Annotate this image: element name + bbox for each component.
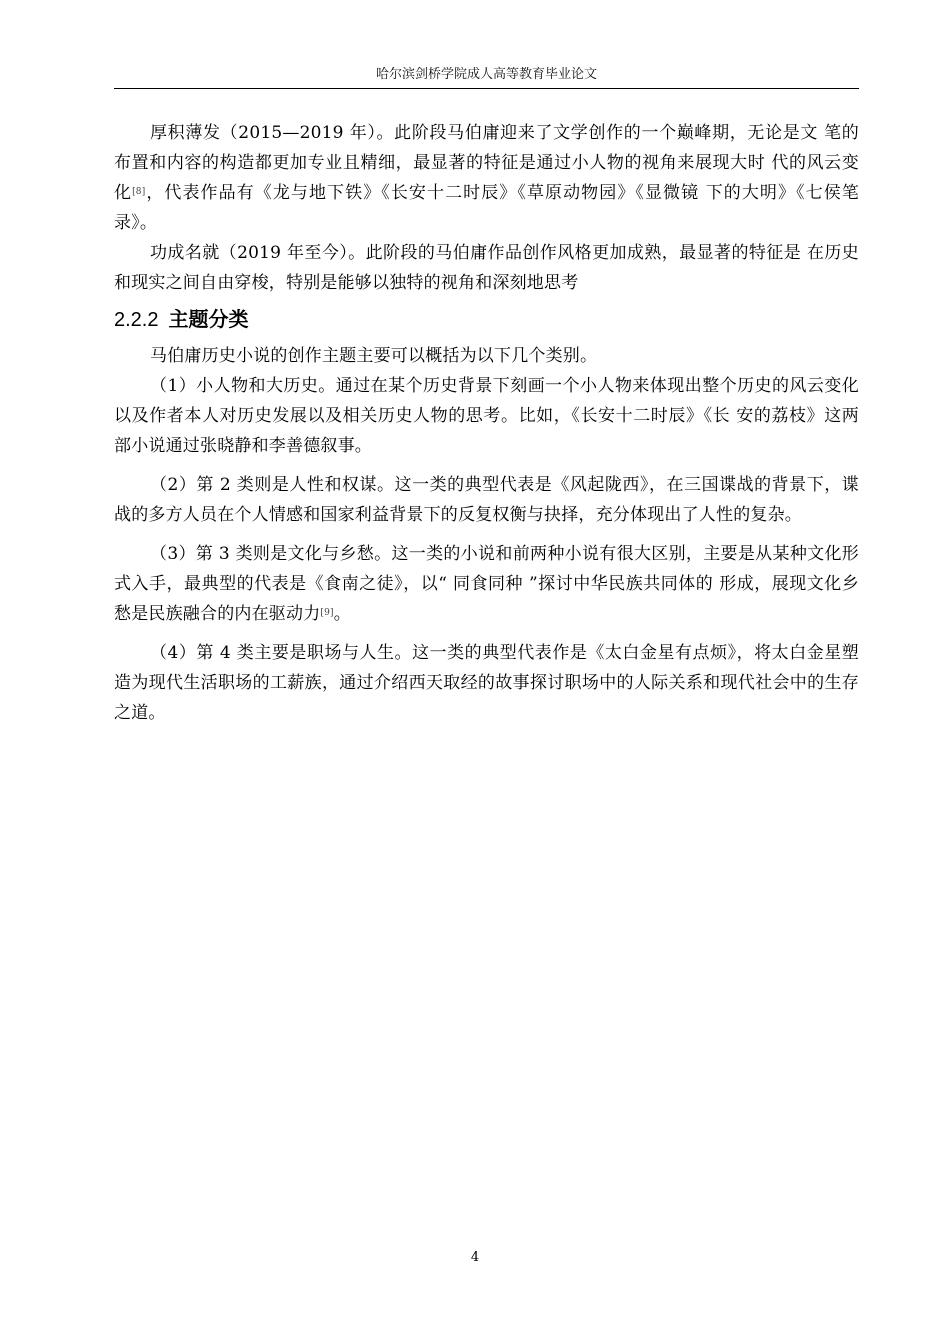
running-header: 哈尔滨剑桥学院成人高等教育毕业论文	[375, 67, 597, 82]
section-number: 2.2.2	[114, 309, 159, 331]
paragraph-text: （3）第 3 类则是文化与乡愁。这一类的小说和前两种小说有很大区别，主要是从某种文化形式入手，最典型的代表是《食南之徒》，以“ 同食同种 ”探讨中华民族共同体的 形成，展现文化乡愁是民族融合的内在驱动力	[114, 544, 859, 624]
citation-mark: [9]	[320, 608, 334, 618]
paragraph-text: ，代表作品有《龙与地下铁》《长安十二时辰》《草原动物园》《显微镜 下的大明》《七侯笔录》。	[114, 183, 859, 233]
page-body	[114, 118, 859, 728]
paragraph-text: 。	[333, 604, 351, 624]
header-divider	[114, 88, 859, 89]
theme-item-4: （4）第 4 类主要是职场与人生。这一类的典型代表作是《太白金星有点烦》，将太白金星塑造为现代生活职场的工薪族，通过介绍西天取经的故事探讨职场中的人际关系和现代社会中的生存之道。	[114, 643, 859, 723]
theme-item-3	[114, 539, 859, 629]
page-number: 4	[470, 1250, 480, 1265]
citation-mark: [8]	[132, 187, 146, 197]
theme-item-2: （2）第 2 类则是人性和权谋。这一类的典型代表是《风起陇西》，在三国谍战的背景下，谍战的多方人员在个人情感和国家利益背景下的反复权衡与抉择，充分体现出了人性的复杂。	[114, 475, 859, 525]
theme-item-1: （1）小人物和大历史。通过在某个历史背景下刻画一个小人物来体现出整个历史的风云变化以及作者本人对历史发展以及相关历史人物的思考。比如，《长安十二时辰》《长 安的荔枝》这两部小说通过张晓静和李善德叙事。	[114, 376, 859, 456]
section-intro: 马伯庸历史小说的创作主题主要可以概括为以下几个类别。	[150, 346, 598, 366]
section-title: 主题分类	[168, 307, 249, 331]
section-heading	[114, 302, 859, 337]
paragraph-text: 厚积薄发（2015—2019 年）。此阶段马伯庸迎来了文学创作的一个巅峰期，无论是文 笔的布置和内容的构造都更加专业且精细，最显著的特征是通过小人物的视角来展现大时 代的风云变化	[114, 123, 859, 203]
paragraph-period-success: 功成名就（2019 年至今）。此阶段的马伯庸作品创作风格更加成熟，最显著的特征是 在历史和现实之间自由穿梭，特别是能够以独特的视角和深刻地思考	[114, 243, 859, 293]
paragraph-period-mature	[114, 118, 859, 238]
